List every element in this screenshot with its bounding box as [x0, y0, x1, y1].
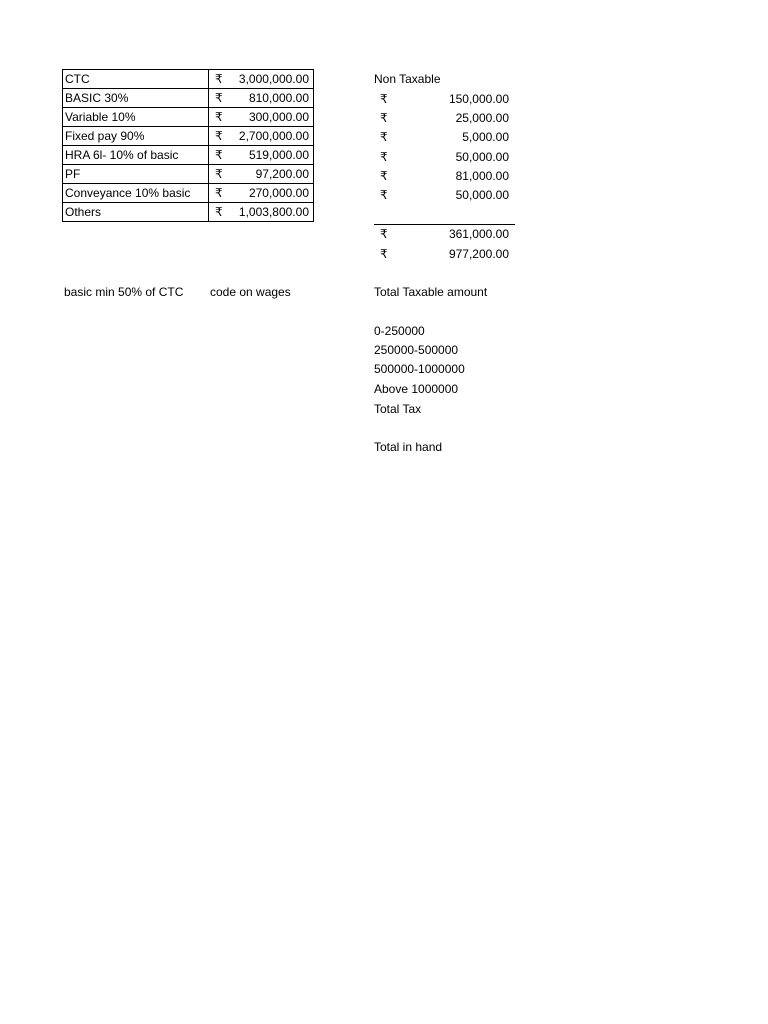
cell-variable-label[interactable]: Variable 10% — [63, 108, 209, 127]
rupee-symbol: ₹ — [215, 148, 223, 162]
rupee-symbol: ₹ — [215, 129, 223, 143]
rupee-symbol: ₹ — [215, 91, 223, 105]
total-taxable-label[interactable]: Total Taxable amount — [374, 285, 488, 299]
cell-hra-label[interactable]: HRA 6l- 10% of basic — [63, 146, 209, 165]
non-taxable-row[interactable] — [374, 168, 514, 184]
rupee-symbol: ₹ — [215, 72, 223, 86]
cell-basic-label[interactable]: BASIC 30% — [63, 89, 209, 108]
non-taxable-value: 50,000.00 — [455, 150, 509, 164]
non-taxable-value: 150,000.00 — [448, 92, 509, 106]
table-row — [63, 184, 314, 203]
cell-hra-amount[interactable] — [209, 146, 314, 165]
rupee-symbol: ₹ — [380, 111, 388, 125]
cell-variable-amount[interactable] — [209, 108, 314, 127]
amount-value: 3,000,000.00 — [238, 72, 309, 86]
non-taxable-value: 5,000.00 — [462, 130, 509, 144]
table-row — [63, 70, 314, 89]
non-taxable-total: 361,000.00 — [448, 227, 509, 241]
non-taxable-row[interactable] — [374, 187, 514, 203]
non-taxable-row[interactable] — [374, 91, 514, 107]
rupee-symbol: ₹ — [380, 227, 388, 241]
cell-ctc-label[interactable]: CTC — [63, 70, 209, 89]
non-taxable-heading[interactable]: Non Taxable — [374, 72, 441, 86]
non-taxable-row[interactable] — [374, 149, 514, 165]
cell-fixed-pay-amount[interactable] — [209, 127, 314, 146]
basic-min-note[interactable]: basic min 50% of CTC — [64, 285, 184, 299]
non-taxable-value: 81,000.00 — [455, 169, 509, 183]
rupee-symbol: ₹ — [215, 110, 223, 124]
cell-pf-amount[interactable] — [209, 165, 314, 184]
code-on-wages-note[interactable]: code on wages — [210, 285, 291, 299]
rupee-symbol: ₹ — [380, 169, 388, 183]
rupee-symbol: ₹ — [215, 186, 223, 200]
table-row — [63, 108, 314, 127]
cell-others-amount[interactable] — [209, 203, 314, 222]
amount-value: 519,000.00 — [248, 148, 309, 162]
non-taxable-value: 50,000.00 — [455, 188, 509, 202]
rupee-symbol: ₹ — [215, 205, 223, 219]
taxable-amount-row[interactable] — [374, 246, 514, 262]
amount-value: 810,000.00 — [248, 91, 309, 105]
rupee-symbol: ₹ — [380, 130, 388, 144]
rupee-symbol: ₹ — [380, 92, 388, 106]
tax-slab-label[interactable]: Above 1000000 — [374, 382, 459, 396]
amount-value: 97,200.00 — [255, 167, 309, 181]
rupee-symbol: ₹ — [380, 188, 388, 202]
amount-value: 1,003,800.00 — [238, 205, 309, 219]
cell-basic-amount[interactable] — [209, 89, 314, 108]
amount-value: 2,700,000.00 — [238, 129, 309, 143]
taxable-amount-value: 977,200.00 — [448, 247, 509, 261]
cell-fixed-pay-label[interactable]: Fixed pay 90% — [63, 127, 209, 146]
tax-slab-label[interactable]: 0-250000 — [374, 324, 425, 338]
tax-slab-label[interactable]: 500000-1000000 — [374, 362, 465, 376]
total-in-hand-label[interactable]: Total in hand — [374, 440, 443, 454]
rupee-symbol: ₹ — [380, 247, 388, 261]
non-taxable-value: 25,000.00 — [455, 111, 509, 125]
cell-ctc-amount[interactable] — [209, 70, 314, 89]
total-tax-label[interactable]: Total Tax — [374, 402, 422, 416]
rupee-symbol: ₹ — [380, 150, 388, 164]
non-taxable-total-row[interactable] — [374, 226, 514, 242]
sum-divider — [374, 224, 515, 225]
tax-slab-label[interactable]: 250000-500000 — [374, 343, 459, 357]
salary-table — [62, 69, 314, 222]
rupee-symbol: ₹ — [215, 167, 223, 181]
table-row — [63, 203, 314, 222]
cell-conveyance-amount[interactable] — [209, 184, 314, 203]
amount-value: 270,000.00 — [248, 186, 309, 200]
table-row — [63, 165, 314, 184]
non-taxable-row[interactable] — [374, 110, 514, 126]
cell-conveyance-label[interactable]: Conveyance 10% basic — [63, 184, 209, 203]
table-row — [63, 146, 314, 165]
non-taxable-row[interactable] — [374, 129, 514, 145]
table-row — [63, 89, 314, 108]
cell-pf-label[interactable]: PF — [63, 165, 209, 184]
cell-others-label[interactable]: Others — [63, 203, 209, 222]
table-row — [63, 127, 314, 146]
amount-value: 300,000.00 — [248, 110, 309, 124]
